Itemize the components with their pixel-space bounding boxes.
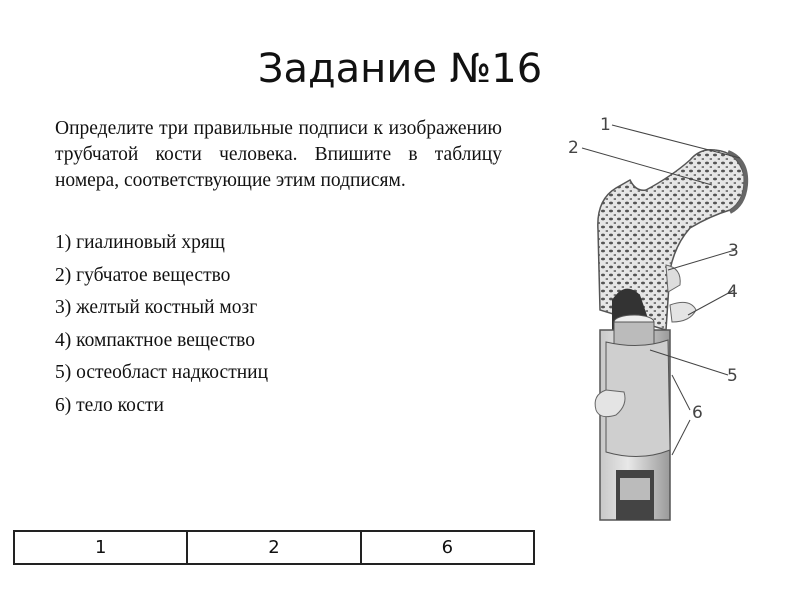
figure-label: 2 [568,138,579,158]
figure-label: 1 [600,115,611,135]
answer-cell: 2 [187,531,360,564]
bone-diagram [560,105,780,525]
answer-cell: 1 [14,531,187,564]
option-item: 3) желтый костный мозг [55,297,258,318]
answer-cell: 6 [361,531,534,564]
figure-label: 4 [727,282,738,302]
figure-label: 3 [728,241,739,261]
answer-options-list [55,228,268,423]
figure-label: 5 [727,366,738,386]
option-item: 1) гиалиновый хрящ [55,232,225,253]
option-item: 5) остеобласт надкостниц [55,362,269,383]
option-item: 2) губчатое вещество [55,264,231,286]
answer-table [13,530,535,565]
option-item: 6) тело кости [55,394,164,416]
answer-row [14,531,534,564]
option-item: 4) компактное вещество [55,329,256,351]
figure-label: 6 [692,403,703,423]
question-text: Определите три правильные подписи к изображению трубчатой кости человека. Впишите в таблицу номера, соответствующие этим подписям. [55,118,502,191]
slide-title: Задание №16 [257,46,543,92]
